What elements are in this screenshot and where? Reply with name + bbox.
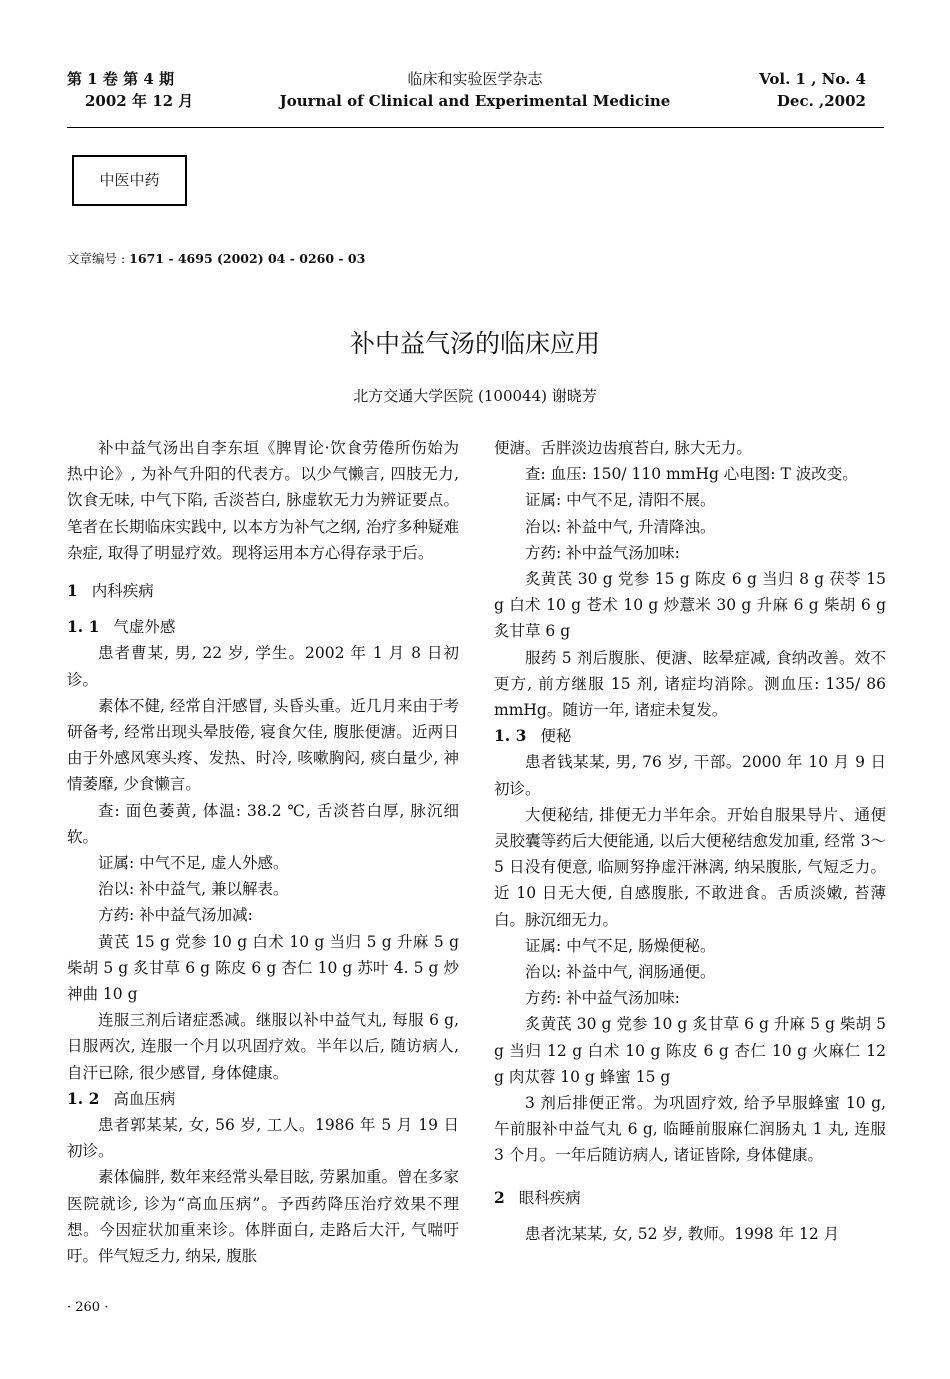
subsection-number: 1. 2 <box>67 1088 100 1108</box>
author-line: 北方交通大学医院 (100044) 谢晓芳 <box>353 387 597 405</box>
body-paragraph: 素体不健, 经常自汗感冒, 头昏头重。近几月来由于考研备考, 经常出现头晕肢倦, 寝食欠佳, 腹胀便溏。近两日由于外感风寒头疼、发热、时冷, 咳嗽胸闷, 痰白量少, 神情萎靡, 少食懒言。 <box>67 696 459 794</box>
body-paragraph: 3 剂后排便正常。为巩固疗效, 给予早服蜂蜜 10 g, 午前服补中益气丸 6 g, 临睡前服麻仁润肠丸 1 丸, 连服 3 个月。一年后随访病人, 诸证皆除, 身体健康。 <box>494 1094 886 1165</box>
article-number <box>67 249 365 267</box>
body-paragraph: 连服三剂后诸症悉减。继服以补中益气丸, 每服 6 g, 日服两次, 连服一个月以巩固疗效。半年以后, 随访病人, 自汗已除, 很少感冒, 身体健康。 <box>67 1011 459 1082</box>
section-number: 2 <box>494 1187 505 1207</box>
body-paragraph: 治以: 补益中气, 升清降浊。 <box>525 517 716 536</box>
body-paragraph: 查: 面色萎黄, 体温: 38.2 ℃, 舌淡苔白厚, 脉沉细软。 <box>67 801 459 846</box>
section-heading <box>67 578 459 604</box>
body-paragraph: 患者钱某某, 男, 76 岁, 干部。2000 年 10 月 9 日初诊。 <box>494 753 886 798</box>
prescription: 炙黄芪 30 g 党参 10 g 炙甘草 6 g 升麻 5 g 柴胡 5 g 当归 12 g 白术 10 g 陈皮 6 g 杏仁 10 g 火麻仁 12 g 肉苁蓉 10 g 蜂蜜 15 g <box>494 1015 886 1086</box>
category-box: 中医中药 <box>72 155 187 206</box>
header-rule <box>67 127 884 128</box>
body-paragraph: 患者沈某某, 女, 52 岁, 教师。1998 年 12 月 <box>525 1224 840 1243</box>
prescription: 黄芪 15 g 党参 10 g 白术 10 g 当归 5 g 升麻 5 g 柴胡 5 g 炙甘草 6 g 陈皮 6 g 杏仁 10 g 苏叶 4. 5 g 炒神曲 10 g <box>67 932 459 1004</box>
subsection-title: 高血压病 <box>113 1089 176 1108</box>
body-paragraph: 服药 5 剂后腹胀、便溏、眩晕症减, 食纳改善。效不更方, 前方继服 15 剂, 诸症均消除。测血压: 135/ 86 mmHg。随访一年, 诸症未复发。 <box>494 648 886 720</box>
journal-name-cn: 临床和实验医学杂志 <box>407 70 543 88</box>
prescription: 炙黄芪 30 g 党参 15 g 陈皮 6 g 当归 8 g 茯苓 15 g 白术 10 g 苍术 10 g 炒薏米 30 g 升麻 6 g 柴胡 6 g 炙甘草 6 g <box>494 570 886 641</box>
left-column <box>67 435 459 1269</box>
publication-date: 2002 年 12 月 <box>85 92 194 110</box>
body-paragraph: 方药: 补中益气汤加味: <box>525 989 680 1008</box>
body-paragraph: 治以: 补中益气, 兼以解表。 <box>98 880 289 899</box>
vol-no: Vol. 1 , No. 4 <box>759 70 866 88</box>
subsection-number: 1. 3 <box>494 726 527 746</box>
body-paragraph: 方药: 补中益气汤加味: <box>525 543 680 562</box>
subsection-heading <box>67 614 459 640</box>
subsection-number: 1. 1 <box>67 617 100 637</box>
body-paragraph: 患者郭某某, 女, 56 岁, 工人。1986 年 5 月 19 日初诊。 <box>67 1116 459 1161</box>
article-number-value: 1671 - 4695 (2002) 04 - 0260 - 03 <box>129 251 366 266</box>
subsection-heading <box>67 1086 459 1112</box>
body-paragraph: 查: 血压: 150/ 110 mmHg 心电图: T 波改变。 <box>525 465 858 484</box>
right-column <box>494 435 886 1247</box>
body-paragraph: 素体偏胖, 数年来经常头晕目眩, 劳累加重。曾在多家医院就诊, 诊为“高血压病”。予西药降压治疗效果不理想。今因症状加重来诊。体胖面白, 走路后大汗, 气喘吁吁。伴气短乏力, 纳呆, 腹胀 <box>67 1168 459 1266</box>
body-paragraph: 证属: 中气不足, 虚人外感。 <box>98 854 289 873</box>
volume-issue: 第 1 卷 第 4 期 <box>67 70 174 88</box>
intro-paragraph: 补中益气汤出自李东垣《脾胃论·饮食劳倦所伤始为热中论》, 为补气升阳的代表方。以少气懒言, 四肢无力, 饮食无味, 中气下陷, 舌淡苔白, 脉虚软无力为辨证要点。笔者在长期临床实践中, 以本方为补气之纲, 治疗多种疑难杂症, 取得了明显疗效。现将运用本方心得存录于后。 <box>67 439 459 562</box>
body-paragraph: 证属: 中气不足, 清阳不展。 <box>525 491 716 510</box>
body-paragraph: 大便秘结, 排便无力半年余。开始自服果导片、通便灵胶囊等药后大便能通, 以后大便秘结愈发加重, 经常 3～5 日没有便意, 临厕努挣虚汗淋漓, 纳呆腹胀, 气短乏力。近 10 日无大便, 自感腹胀, 不敢进食。舌质淡嫩, 苔薄白。脉沉细无力。 <box>494 805 886 929</box>
subsection-title: 气虚外感 <box>113 618 176 637</box>
section-number: 1 <box>67 581 78 601</box>
article-number-label: 文章编号 : <box>67 251 130 266</box>
body-paragraph: 患者曹某, 男, 22 岁, 学生。2002 年 1 月 8 日初诊。 <box>67 644 459 689</box>
section-heading <box>494 1185 886 1211</box>
article-title: 补中益气汤的临床应用 <box>349 329 600 358</box>
date-en: Dec. ,2002 <box>776 92 866 110</box>
body-paragraph: 方药: 补中益气汤加减: <box>98 906 253 925</box>
subsection-heading <box>494 723 886 749</box>
journal-vol-en <box>759 68 866 112</box>
body-paragraph: 便溏。舌胖淡边齿痕苔白, 脉大无力。 <box>494 439 752 457</box>
page-number: · 260 · <box>67 1300 109 1315</box>
journal-name-en: Journal of Clinical and Experimental Medicine <box>279 92 671 110</box>
section-title: 眼科疾病 <box>518 1188 581 1207</box>
section-title: 内科疾病 <box>91 582 154 601</box>
body-paragraph: 证属: 中气不足, 肠燥便秘。 <box>525 936 716 955</box>
body-paragraph: 治以: 补益中气, 润肠通便。 <box>525 963 716 982</box>
subsection-title: 便秘 <box>540 727 572 746</box>
